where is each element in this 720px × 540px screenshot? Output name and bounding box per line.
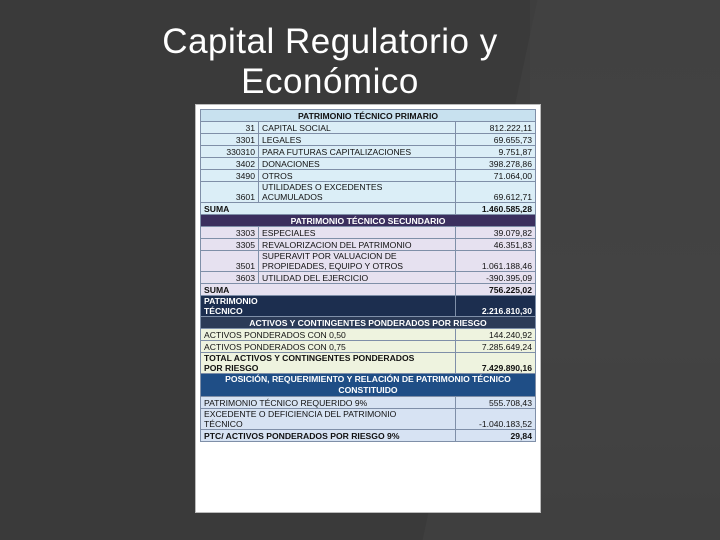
row-desc [201,409,456,430]
capital-table-image [196,105,540,512]
activos-total-line1: TOTAL ACTIVOS Y CONTINGENTES PONDERADOS [204,353,415,363]
patrimonio-tecnico-total [201,296,536,317]
table-row [201,146,536,158]
table-row [201,170,536,182]
row-amount: 46.351,83 [456,239,536,251]
row-code: 3603 [201,272,259,284]
table-row [201,134,536,146]
row-amount: 398.278,86 [456,158,536,170]
row-desc [259,251,456,272]
slide-title [0,22,660,102]
secundario-header: PATRIMONIO TÉCNICO SECUNDARIO [201,215,536,227]
activos-total-amount: 7.429.890,16 [456,353,536,374]
row-desc [259,182,456,203]
table-row [201,182,536,203]
row-desc-line1: UTILIDADES O EXCEDENTES [262,182,383,192]
table-row [201,341,536,353]
row-desc: ACTIVOS PONDERADOS CON 0,50 [201,329,456,341]
sum-amount: 1.460.585,28 [456,203,536,215]
row-amount: 144.240,92 [456,329,536,341]
activos-total-label [201,353,456,374]
row-amount: 29,84 [456,430,536,442]
capital-table [200,109,536,442]
row-desc: ESPECIALES [259,227,456,239]
row-desc: LEGALES [259,134,456,146]
row-amount: 69.612,71 [456,182,536,203]
row-code: 3305 [201,239,259,251]
table-row [201,251,536,272]
row-desc-line1: EXCEDENTE O DEFICIENCIA DEL PATRIMONIO [204,409,397,419]
slide-title-line2: Económico [241,62,419,101]
row-amount: 9.751,87 [456,146,536,158]
secundario-sum [201,284,536,296]
row-amount: -1.040.183,52 [456,409,536,430]
row-desc: CAPITAL SOCIAL [259,122,456,134]
activos-header: ACTIVOS Y CONTINGENTES PONDERADOS POR RIESGO [201,317,536,329]
row-amount: 555.708,43 [456,397,536,409]
table-row [201,430,536,442]
row-desc-line2: PROPIEDADES, EQUIPO Y OTROS [262,261,404,271]
activos-total-line2: POR RIESGO [204,363,259,373]
row-code: 3402 [201,158,259,170]
row-code: 31 [201,122,259,134]
row-desc: UTILIDAD DEL EJERCICIO [259,272,456,284]
total-label-line1: PATRIMONIO [204,296,258,306]
row-amount: 812.222,11 [456,122,536,134]
row-amount: 1.061.188,46 [456,251,536,272]
row-amount: 7.285.649,24 [456,341,536,353]
primario-sum [201,203,536,215]
total-amount: 2.216.810,30 [456,296,536,317]
table-row [201,122,536,134]
table-row [201,272,536,284]
sum-label: SUMA [201,284,456,296]
primario-header: PATRIMONIO TÉCNICO PRIMARIO [201,110,536,122]
row-desc: PARA FUTURAS CAPITALIZACIONES [259,146,456,158]
table-row [201,409,536,430]
row-desc-line2: ACUMULADOS [262,192,323,202]
row-desc-line1: SUPERAVIT POR VALUACION DE [262,251,397,261]
table-row [201,239,536,251]
table-row [201,397,536,409]
row-amount: -390.395,09 [456,272,536,284]
table-row [201,329,536,341]
row-amount: 39.079,82 [456,227,536,239]
total-label-line2: TÉCNICO [204,306,243,316]
row-code: 3601 [201,182,259,203]
row-desc: PATRIMONIO TÉCNICO REQUERIDO 9% [201,397,456,409]
row-amount: 71.064,00 [456,170,536,182]
row-code: 330310 [201,146,259,158]
row-desc: ACTIVOS PONDERADOS CON 0,75 [201,341,456,353]
row-code: 3490 [201,170,259,182]
row-amount: 69.655,73 [456,134,536,146]
primario-section [201,110,536,203]
sum-label: SUMA [201,203,456,215]
posicion-header-line2: CONSTITUIDO [338,385,398,395]
row-desc: OTROS [259,170,456,182]
row-desc: REVALORIZACION DEL PATRIMONIO [259,239,456,251]
row-code: 3501 [201,251,259,272]
table-row [201,158,536,170]
posicion-header-line1: POSICIÓN, REQUERIMIENTO Y RELACIÓN DE PATRIMONIO TÉCNICO [225,374,511,384]
row-desc: PTC/ ACTIVOS PONDERADOS POR RIESGO 9% [201,430,456,442]
table-row [201,227,536,239]
activos-section [201,317,536,374]
posicion-header [201,374,536,397]
secundario-section [201,215,536,284]
row-desc-line2: TÉCNICO [204,419,243,429]
table-row [201,353,536,374]
row-desc: DONACIONES [259,158,456,170]
posicion-section [201,374,536,442]
total-label [201,296,456,317]
row-code: 3303 [201,227,259,239]
row-code: 3301 [201,134,259,146]
sum-amount: 756.225,02 [456,284,536,296]
slide-title-line1: Capital Regulatorio y [162,22,498,61]
